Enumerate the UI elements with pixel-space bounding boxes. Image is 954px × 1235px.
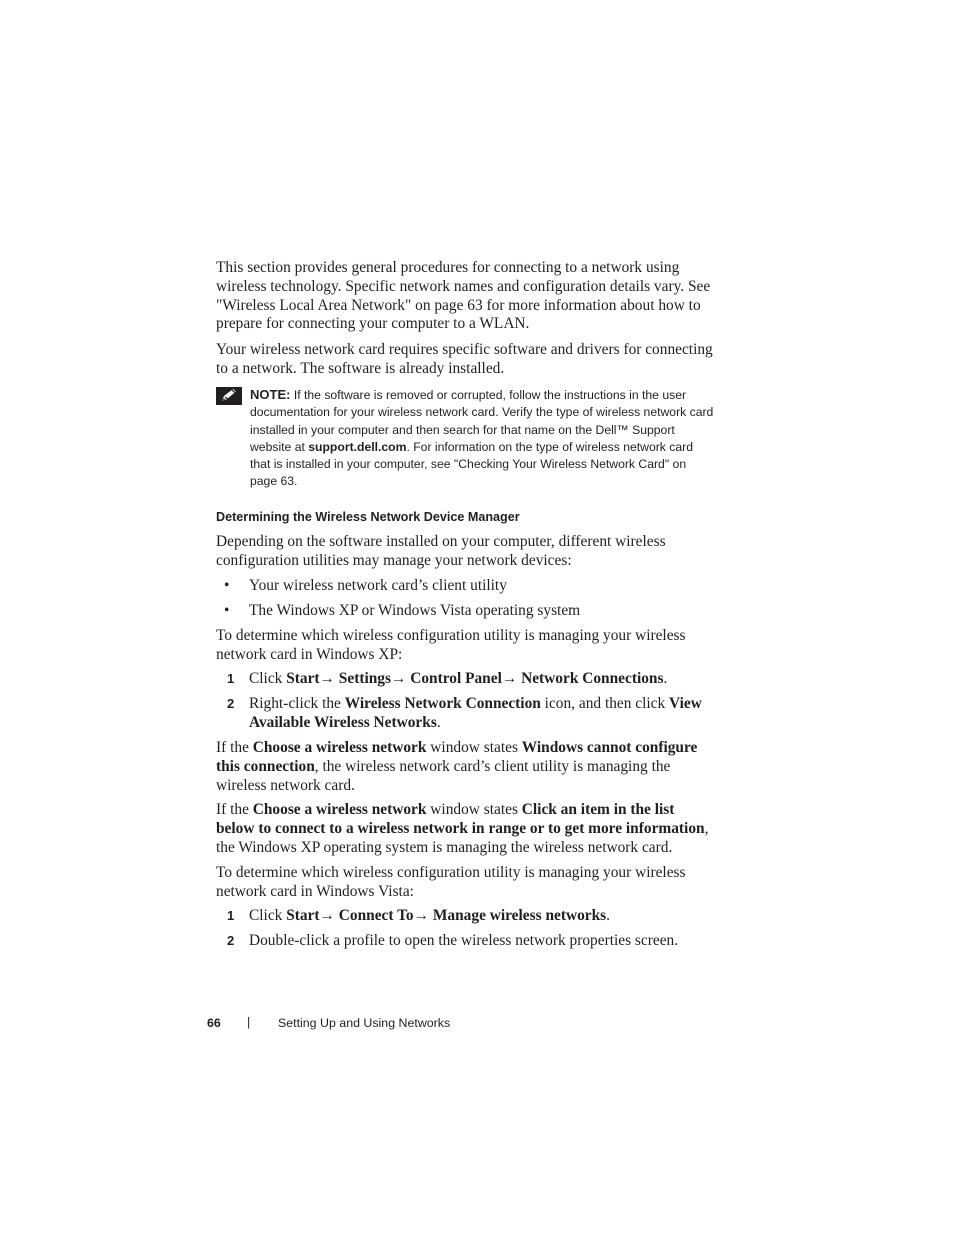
xp-p1-text-a: If the [216,739,253,756]
footer-separator: | [247,1015,251,1029]
xp-step-2 [249,695,719,733]
note-text [250,386,716,491]
menu-network-connections: Network Connections [521,670,664,687]
menu-settings: Settings [338,670,391,687]
section-heading: Determining the Wireless Network Device Manager [216,510,520,524]
note-text-a: If the software is removed or corrupted, follow the instructions in the user documentation for your wireless network card. Verify the type of wireless network card installed in your computer and then search for that name on the Dell™ Support website at [250,388,714,454]
bullet-marker-2: • [224,602,230,619]
arrow-icon: → [319,670,339,687]
menu-start: Start [286,670,320,687]
xp-p2-text-b: window states [426,801,522,818]
note-label: NOTE: [250,387,291,402]
footer-chapter-title: Setting Up and Using Networks [278,1016,451,1030]
page-number: 66 [207,1016,221,1030]
xp-p1-text-c: , the wireless network card’s client utility is managing the wireless network card. [216,757,671,794]
intro-paragraph-1: This section provides general procedures for connecting to a network using wireless technology. Specific network names and configuration details vary. See "Wireless Local Area Network" on page 63 for more information about how to prepare for connecting your computer to a WLAN. [216,259,711,333]
xp-p2-text-c: , the Windows XP operating system is managing the wireless network card. [216,819,709,856]
xp-p1-window-name: Choose a wireless network [252,739,427,756]
xp-p1-message: Windows cannot configure this connection [216,739,698,775]
bullet-marker-1: • [224,577,230,594]
xp-step-2-number: 2 [227,696,235,711]
section-intro: Depending on the software installed on your computer, different wireless configuration utilities may manage your network devices: [216,533,666,569]
intro-paragraph-2: Your wireless network card requires specific software and drivers for connecting to a network. The software is already installed. [216,341,713,377]
xp-step-2-period: . [436,713,441,731]
menu-connect-to: Connect To [338,907,414,924]
note-text-b: . For information on the type of wireless network card that is installed in your computer, see "Checking Your Wireless Network Card" on page 63. [250,439,693,489]
xp-step-2-text: Right-click the [249,695,345,712]
arrow-icon: → [390,670,411,687]
arrow-icon: → [501,670,522,687]
xp-step-1-period: . [663,670,668,687]
xp-paragraph-2 [216,801,716,857]
arrow-icon: → [319,907,339,924]
wireless-network-connection: Wireless Network Connection [344,695,541,712]
vista-step-1-text: Click [249,907,287,924]
xp-p1-text-b: window states [426,739,522,756]
xp-paragraph-1 [216,739,716,795]
xp-step-1 [249,670,719,689]
vista-step-1-number: 1 [227,908,235,923]
vista-step-2-number: 2 [227,933,235,948]
xp-step-1-number: 1 [227,671,235,686]
bullet-item-2: The Windows XP or Windows Vista operating system [249,602,581,619]
arrow-icon: → [413,907,433,924]
xp-p2-text-a: If the [216,801,253,818]
menu-control-panel: Control Panel [410,670,502,687]
xp-p2-window-name: Choose a wireless network [252,801,427,818]
view-available-wireless-networks: View Available Wireless Networks [249,695,702,731]
vista-step-2: Double-click a profile to open the wireless network properties screen. [249,932,679,949]
bullet-item-1: Your wireless network card’s client utility [249,577,507,594]
support-link[interactable]: support.dell.com [308,439,407,454]
xp-step-1-text: Click [249,670,287,687]
xp-step-2-text-b: icon, and then click [540,695,670,712]
vista-step-1-period: . [606,907,611,924]
menu-manage-wireless-networks: Manage wireless networks [432,907,607,924]
vista-intro: To determine which wireless configuration utility is managing your wireless network card in Windows Vista: [216,864,686,900]
vista-step-1 [249,907,719,926]
menu-start: Start [286,907,320,924]
note-pencil-icon [216,387,242,405]
xp-intro: To determine which wireless configuration utility is managing your wireless network card in Windows XP: [216,627,686,663]
xp-p2-message: Click an item in the list below to connect to a wireless network in range or to get more information [216,801,705,837]
